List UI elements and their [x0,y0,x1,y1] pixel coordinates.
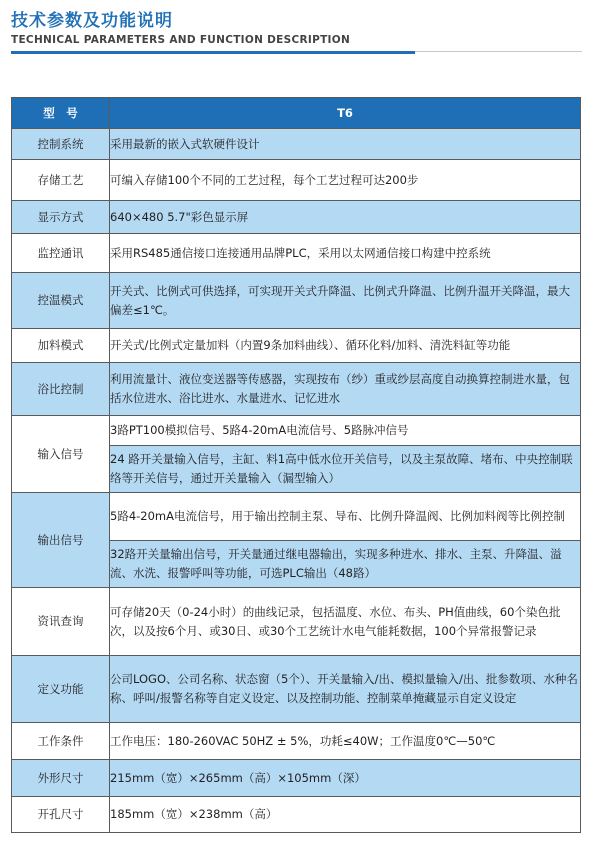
row-value-temp-mode: 开关式、比例式可供选择，可实现开关式升降温、比例式升降温、比例升温开关降温，最大偏差≤1℃。 [110,273,581,329]
row-label-input-signal: 输入信号 [12,416,110,493]
row-value-communication: 采用RS485通信接口连接通用品牌PLC，采用以太网通信接口构建中控系统 [110,234,581,273]
row-label-control-system: 控制系统 [12,129,110,160]
table-row [12,416,581,446]
row-label-dosing-mode: 加料模式 [12,329,110,363]
table-row [12,160,581,201]
title-accent-bar [11,51,415,54]
table-row [12,329,581,363]
row-value-display: 640×480 5.7"彩色显示屏 [110,201,581,234]
row-value-input-signal-2: 24 路开关量输入信号，主缸、料1高中低水位开关信号，以及主泵故障、堵布、中央控制联络等开关信号，通过开关量输入（漏型输入） [110,446,581,493]
row-value-cutout-size: 185mm（宽）×238mm（高） [110,797,581,833]
row-value-process-storage: 可编入存储100个不同的工艺过程，每个工艺过程可达200步 [110,160,581,201]
row-value-custom-functions: 公司LOGO、公司名称、状态窗（5个）、开关量输入/出、模拟量输入/出、批参数项、水种名称、呼叫/报警名称等自定义设定、以及控制功能、控制菜单掩藏显示自定义设定 [110,656,581,723]
row-value-dimensions: 215mm（宽）×265mm（高）×105mm（深） [110,760,581,797]
row-label-working-conditions: 工作条件 [12,723,110,760]
row-label-custom-functions: 定义功能 [12,656,110,723]
table-header-row [12,98,581,129]
table-row [12,234,581,273]
row-label-process-storage: 存储工艺 [12,160,110,201]
table-row [12,760,581,797]
row-label-communication: 监控通讯 [12,234,110,273]
row-label-output-signal: 输出信号 [12,493,110,588]
table-row [12,588,581,656]
row-label-display: 显示方式 [12,201,110,234]
row-value-dosing-mode: 开关式/比例式定量加料（内置9条加料曲线）、循环化料/加料、清洗料缸等功能 [110,329,581,363]
row-value-input-signal-1: 3路PT100模拟信号、5路4-20mA电流信号、5路脉冲信号 [110,416,581,446]
row-value-output-signal-2: 32路开关量输出信号，开关量通过继电器输出，实现多种进水、排水、主泵、升降温、溢流、水洗、报警呼叫等功能，可选PLC输出（48路） [110,541,581,588]
table-row [12,723,581,760]
row-label-liquor-ratio: 浴比控制 [12,363,110,416]
spec-table [11,97,581,833]
row-label-cutout-size: 开孔尺寸 [12,797,110,833]
page-subtitle: TECHNICAL PARAMETERS AND FUNCTION DESCRIPTION [11,34,351,46]
row-value-working-conditions: 工作电压：180-260VAC 50HZ ± 5%，功耗≤40W；工作温度0℃—50℃ [110,723,581,760]
row-value-liquor-ratio: 利用流量计、液位变送器等传感器，实现按布（纱）重或纱层高度自动换算控制进水量，包括水位进水、浴比进水、水量进水、记忆进水 [110,363,581,416]
row-label-dimensions: 外形尺寸 [12,760,110,797]
header-model: T6 [110,98,581,129]
row-label-temp-mode: 控温模式 [12,273,110,329]
table-row [12,363,581,416]
row-label-info-query: 资讯查询 [12,588,110,656]
row-value-output-signal-1: 5路4-20mA电流信号，用于输出控制主泵、导布、比例升降温阀、比例加料阀等比例控制 [110,493,581,541]
header-label: 型 号 [12,98,110,129]
table-row [12,273,581,329]
page-title: 技术参数及功能说明 [11,11,173,31]
table-row [12,797,581,833]
row-value-control-system: 采用最新的嵌入式软硬件设计 [110,129,581,160]
table-row [12,201,581,234]
table-row [12,129,581,160]
table-row [12,656,581,723]
row-value-info-query: 可存储20天（0-24小时）的曲线记录，包括温度、水位、布头、PH值曲线，60个染色批次，以及按6个月、或30日、或30个工艺统计水电气能耗数据，100个异常报警记录 [110,588,581,656]
table-row [12,493,581,541]
